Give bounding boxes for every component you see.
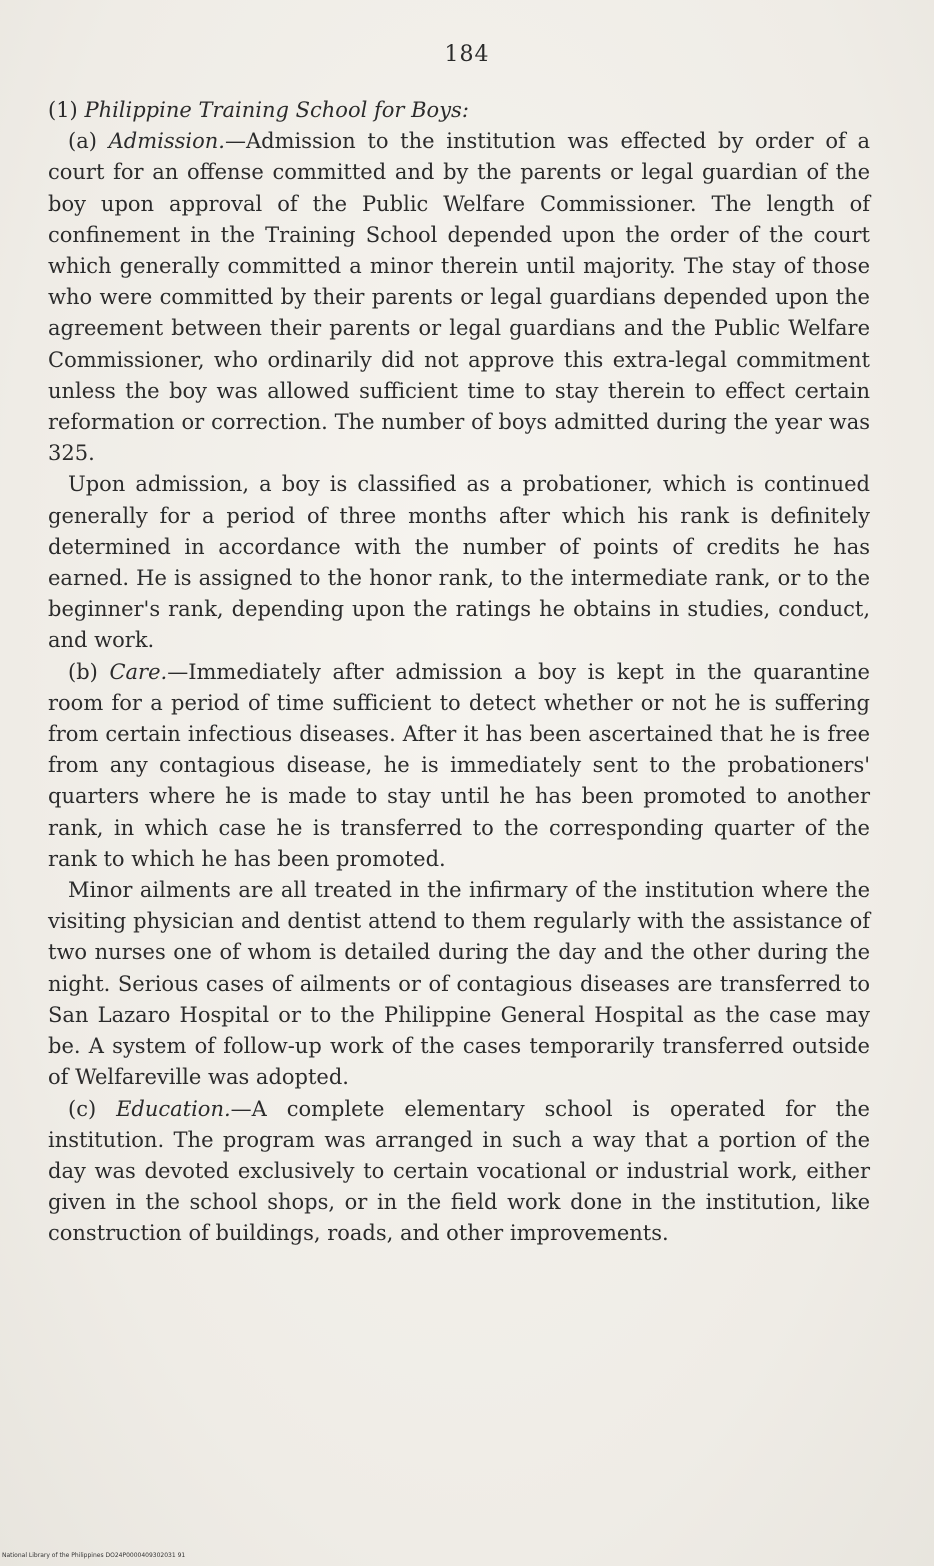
section-label-admission: Admission. — [108, 129, 225, 154]
page-number: 184 — [444, 42, 490, 67]
footer-credit: National Library of the Philippines DO24P0000409302031 91 — [2, 1552, 186, 1559]
paragraph-education — [48, 1094, 870, 1250]
heading-number: (1) — [48, 98, 78, 122]
paragraph-ailments — [48, 875, 870, 1093]
section-marker-c: (c) — [68, 1096, 97, 1121]
section-heading — [48, 95, 870, 126]
body-text — [48, 95, 870, 1250]
paragraph-text: —A complete elementary school is operated for the institution. The program was arranged in such a way that a portion of the day was devoted exclusively to certain vocational or industrial work, either given in the school shops, or in the field work done in the institution, like construction of buildings, roads, and other improvements. — [48, 1096, 870, 1246]
section-marker-a: (a) — [68, 129, 97, 154]
paragraph-text: Minor ailments are all treated in the infirmary of the institution where the visiting physician and dentist attend to them regularly with the assistance of two nurses one of whom is detailed during the day and the other during the night. Serious cases of ailments or of contagious diseases are transferred to San Lazaro Hospital or to the Philippine General Hospital as the case may be. A system of follow-up work of the cases temporarily transferred outside of Welfareville was adopted. — [48, 878, 870, 1090]
section-label-care: Care. — [109, 659, 168, 684]
section-label-education: Education. — [116, 1096, 231, 1121]
paragraph-text: —Immediately after admission a boy is kept in the quarantine room for a period of time sufficient to detect whether or not he is suffering from certain infectious diseases. After it has been ascertained that he is free from any contagious disease, he is immediately sent to the probationers' quarters where he is made to stay until he has been promoted to another rank, in which case he is transferred to the corresponding quarter of the rank to which he has been promoted. — [48, 659, 870, 871]
paragraph-text: —Admission to the institution was effected by order of a court for an offense committed and by the parents or legal guardian of the boy upon approval of the Public Welfare Commissioner. The length of confinement in the Training School depended upon the order of the court which generally committed a minor therein until majority. The stay of those who were committed by their parents or legal guardians depended upon the agreement between their parents or legal guardians and the Public Welfare Commissioner, who ordinarily did not approve this extra-legal commitment unless the boy was allowed sufficient time to stay therein to effect certain reformation or correction. The number of boys admitted during the year was 325. — [48, 129, 870, 466]
paragraph-care — [48, 657, 870, 875]
paragraph-admission — [48, 126, 870, 469]
heading-title: Philippine Training School for Boys: — [84, 98, 469, 122]
paragraph-text: Upon admission, a boy is classified as a probationer, which is continued generally for a period of three months after which his rank is definitely determined in accordance with the number of points of credits he has earned. He is assigned to the honor rank, to the intermediate rank, or to the beginner's rank, depending upon the ratings he obtains in studies, conduct, and work. — [48, 472, 870, 653]
paragraph-classification — [48, 469, 870, 656]
section-marker-b: (b) — [68, 659, 98, 684]
